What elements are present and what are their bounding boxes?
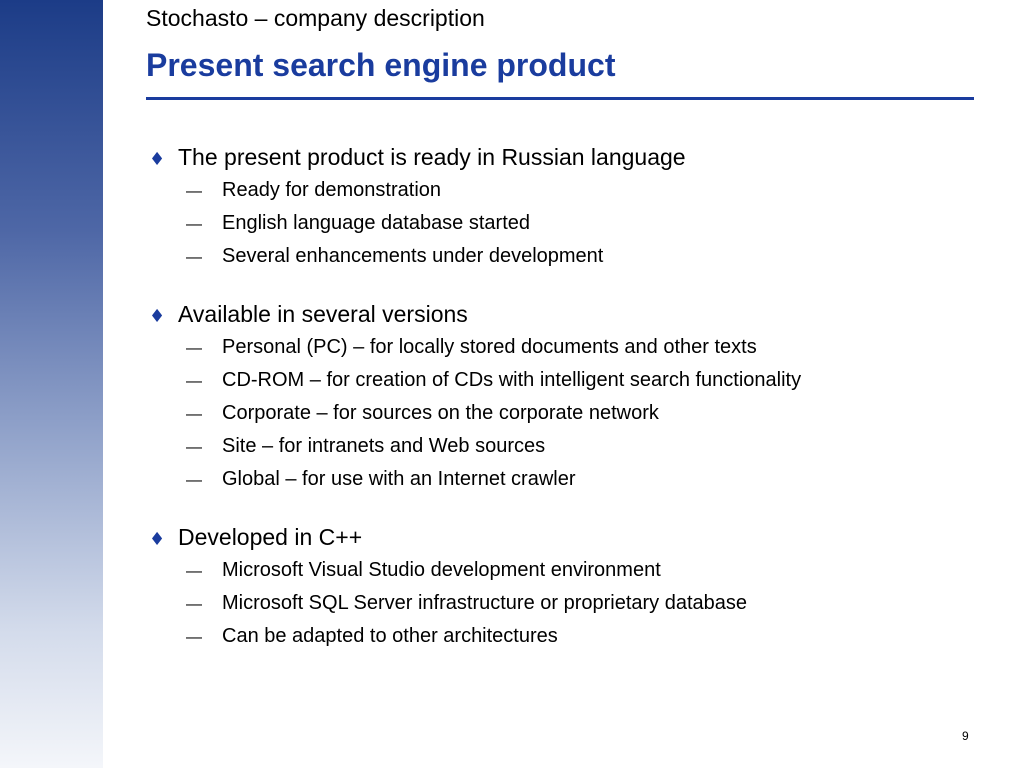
sub-bullet-text: Site – for intranets and Web sources bbox=[222, 435, 546, 457]
sub-bullet-item bbox=[146, 245, 996, 278]
sub-bullet-item bbox=[146, 369, 996, 402]
dash-bullet-icon: — bbox=[186, 183, 202, 200]
dash-bullet-icon: — bbox=[186, 340, 202, 357]
diamond-bullet-icon: ♦ bbox=[149, 529, 166, 550]
sub-bullet-text: English language database started bbox=[222, 212, 531, 234]
bullet-section bbox=[146, 144, 996, 278]
bullet-item bbox=[146, 144, 996, 179]
bullet-item bbox=[146, 524, 996, 559]
side-gradient-band bbox=[0, 0, 103, 768]
slide-title: Present search engine product bbox=[146, 47, 616, 83]
sub-bullet-item bbox=[146, 559, 996, 592]
sub-bullet-list bbox=[146, 179, 996, 278]
sub-bullet-text: Corporate – for sources on the corporate network bbox=[222, 402, 659, 424]
sub-bullet-list bbox=[146, 336, 996, 501]
sub-bullet-text: Personal (PC) – for locally stored documents and other texts bbox=[222, 336, 757, 358]
sub-bullet-text: CD-ROM – for creation of CDs with intelligent search functionality bbox=[222, 369, 802, 391]
page-number: 9 bbox=[962, 729, 969, 743]
sub-bullet-text: Microsoft SQL Server infrastructure or proprietary database bbox=[222, 592, 748, 614]
sub-bullet-item bbox=[146, 468, 996, 501]
sub-bullet-text: Several enhancements under development bbox=[222, 245, 604, 267]
dash-bullet-icon: — bbox=[186, 249, 202, 266]
sub-bullet-text: Microsoft Visual Studio development environment bbox=[222, 559, 661, 581]
sub-bullet-item bbox=[146, 402, 996, 435]
bullet-text: Available in several versions bbox=[178, 301, 468, 327]
diamond-bullet-icon: ♦ bbox=[149, 149, 166, 170]
bullet-section bbox=[146, 524, 996, 658]
dash-bullet-icon: — bbox=[186, 439, 202, 456]
sub-bullet-item bbox=[146, 435, 996, 468]
dash-bullet-icon: — bbox=[186, 596, 202, 613]
sub-bullet-item bbox=[146, 625, 996, 658]
bullet-section bbox=[146, 301, 996, 501]
slide-supertitle: Stochasto – company description bbox=[146, 5, 485, 31]
sub-bullet-text: Global – for use with an Internet crawler bbox=[222, 468, 576, 490]
bullet-item bbox=[146, 301, 996, 336]
dash-bullet-icon: — bbox=[186, 373, 202, 390]
dash-bullet-icon: — bbox=[186, 563, 202, 580]
sub-bullet-item bbox=[146, 592, 996, 625]
bullet-text: Developed in C++ bbox=[178, 524, 363, 550]
title-divider bbox=[146, 97, 974, 100]
dash-bullet-icon: — bbox=[186, 216, 202, 233]
sub-bullet-item bbox=[146, 336, 996, 369]
bullet-content bbox=[146, 144, 996, 681]
sub-bullet-item bbox=[146, 179, 996, 212]
sub-bullet-list bbox=[146, 559, 996, 658]
diamond-bullet-icon: ♦ bbox=[149, 306, 166, 327]
sub-bullet-text: Can be adapted to other architectures bbox=[222, 625, 558, 647]
bullet-text: The present product is ready in Russian language bbox=[178, 144, 686, 170]
sub-bullet-item bbox=[146, 212, 996, 245]
dash-bullet-icon: — bbox=[186, 406, 202, 423]
dash-bullet-icon: — bbox=[186, 629, 202, 646]
dash-bullet-icon: — bbox=[186, 472, 202, 489]
sub-bullet-text: Ready for demonstration bbox=[222, 179, 442, 201]
